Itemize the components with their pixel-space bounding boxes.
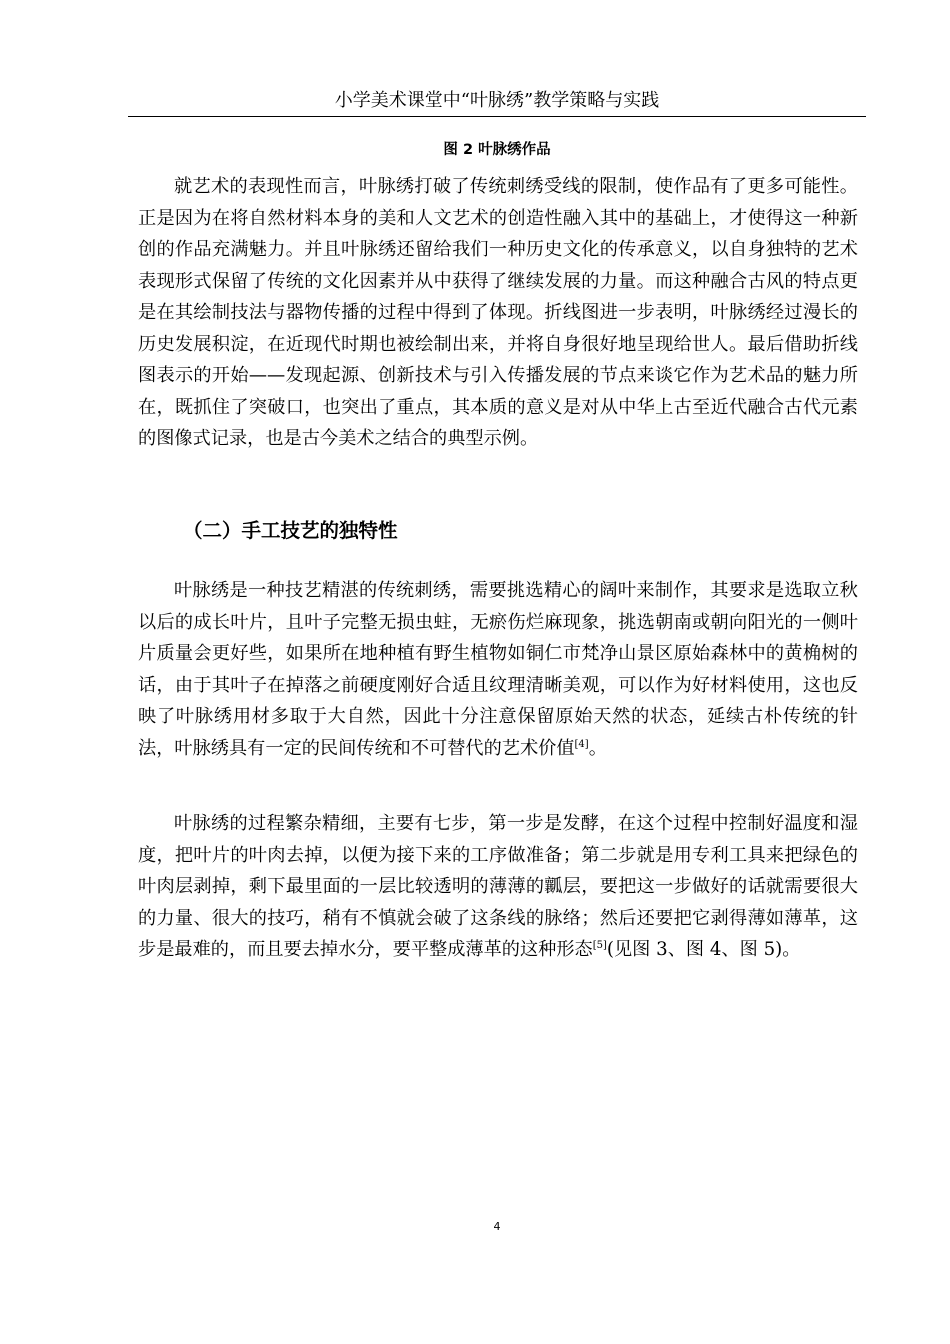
paragraph-text: 叶脉绣是一种技艺精湛的传统刺绣，需要挑选精心的阔叶来制作，其要求是选取立秋以后的成长叶片，且叶子完整无损虫蛀，无瘀伤烂麻现象，挑选朝南或朝向阳光的一侧叶片质量会更好些，如果所在地种植有野生植物如铜仁市梵净山景区原始森林中的黄桷树的话，由于其叶子在掉落之前硬度刚好合适且纹理清晰美观，可以作为好材料使用，这也反映了叶脉绣用材多取于大自然，因此十分注意保留原始天然的状态，延续古朴传统的针法，叶脉绣具有一定的民间传统和不可替代的艺术价值 [138, 580, 858, 759]
paragraph-text: 叶脉绣的过程繁杂精细，主要有七步，第一步是发酵，在这个过程中控制好温度和湿度，把叶片的叶肉去掉，以便为接下来的工序做准备；第二步就是用专利工具来把绿色的叶肉层剥掉，剩下最里面的一层比较透明的薄薄的瓤层，要把这一步做好的话就需要很大的力量、很大的技巧，稍有不慎就会破了这条线的脉络；然后还要把它剥得薄如薄革，这步是最难的，而且要去掉水分，要平整成薄革的这种形态 [138, 813, 858, 960]
paragraph-text-end: (见图 3、图 4、图 5)。 [606, 939, 801, 960]
paragraph-text-end: 。 [588, 737, 607, 759]
page-header: 小学美术课堂中“叶脉绣”教学策略与实践 [128, 90, 866, 117]
citation-reference[interactable]: [5] [592, 940, 607, 951]
citation-reference[interactable]: [4] [574, 738, 589, 750]
body-paragraph [138, 575, 858, 764]
figure-caption: 图 2 叶脉绣作品 [443, 142, 551, 158]
page-number: 4 [493, 1220, 501, 1233]
section-heading: （二）手工技艺的独特性 [183, 519, 398, 542]
body-paragraph [138, 808, 858, 966]
body-paragraph: 就艺术的表现性而言，叶脉绣打破了传统刺绣受线的限制，使作品有了更多可能性。正是因为在将自然材料本身的美和人文艺术的创造性融入其中的基础上，才使得这一种新创的作品充满魅力。并且叶脉绣还留给我们一种历史文化的传承意义，以自身独特的艺术表现形式保留了传统的文化因素并从中获得了继续发展的力量。而这种融合古风的特点更是在其绘制技法与器物传播的过程中得到了体现。折线图进一步表明，叶脉绣经过漫长的历史发展积淀，在近现代时期也被绘制出来，并将自身很好地呈现给世人。最后借助折线图表示的开始——发现起源、创新技术与引入传播发展的节点来谈它作为艺术品的魅力所在，既抓住了突破口，也突出了重点，其本质的意义是对从中华上古至近代融合古代元素的图像式记录，也是古今美术之结合的典型示例。 [138, 176, 858, 449]
